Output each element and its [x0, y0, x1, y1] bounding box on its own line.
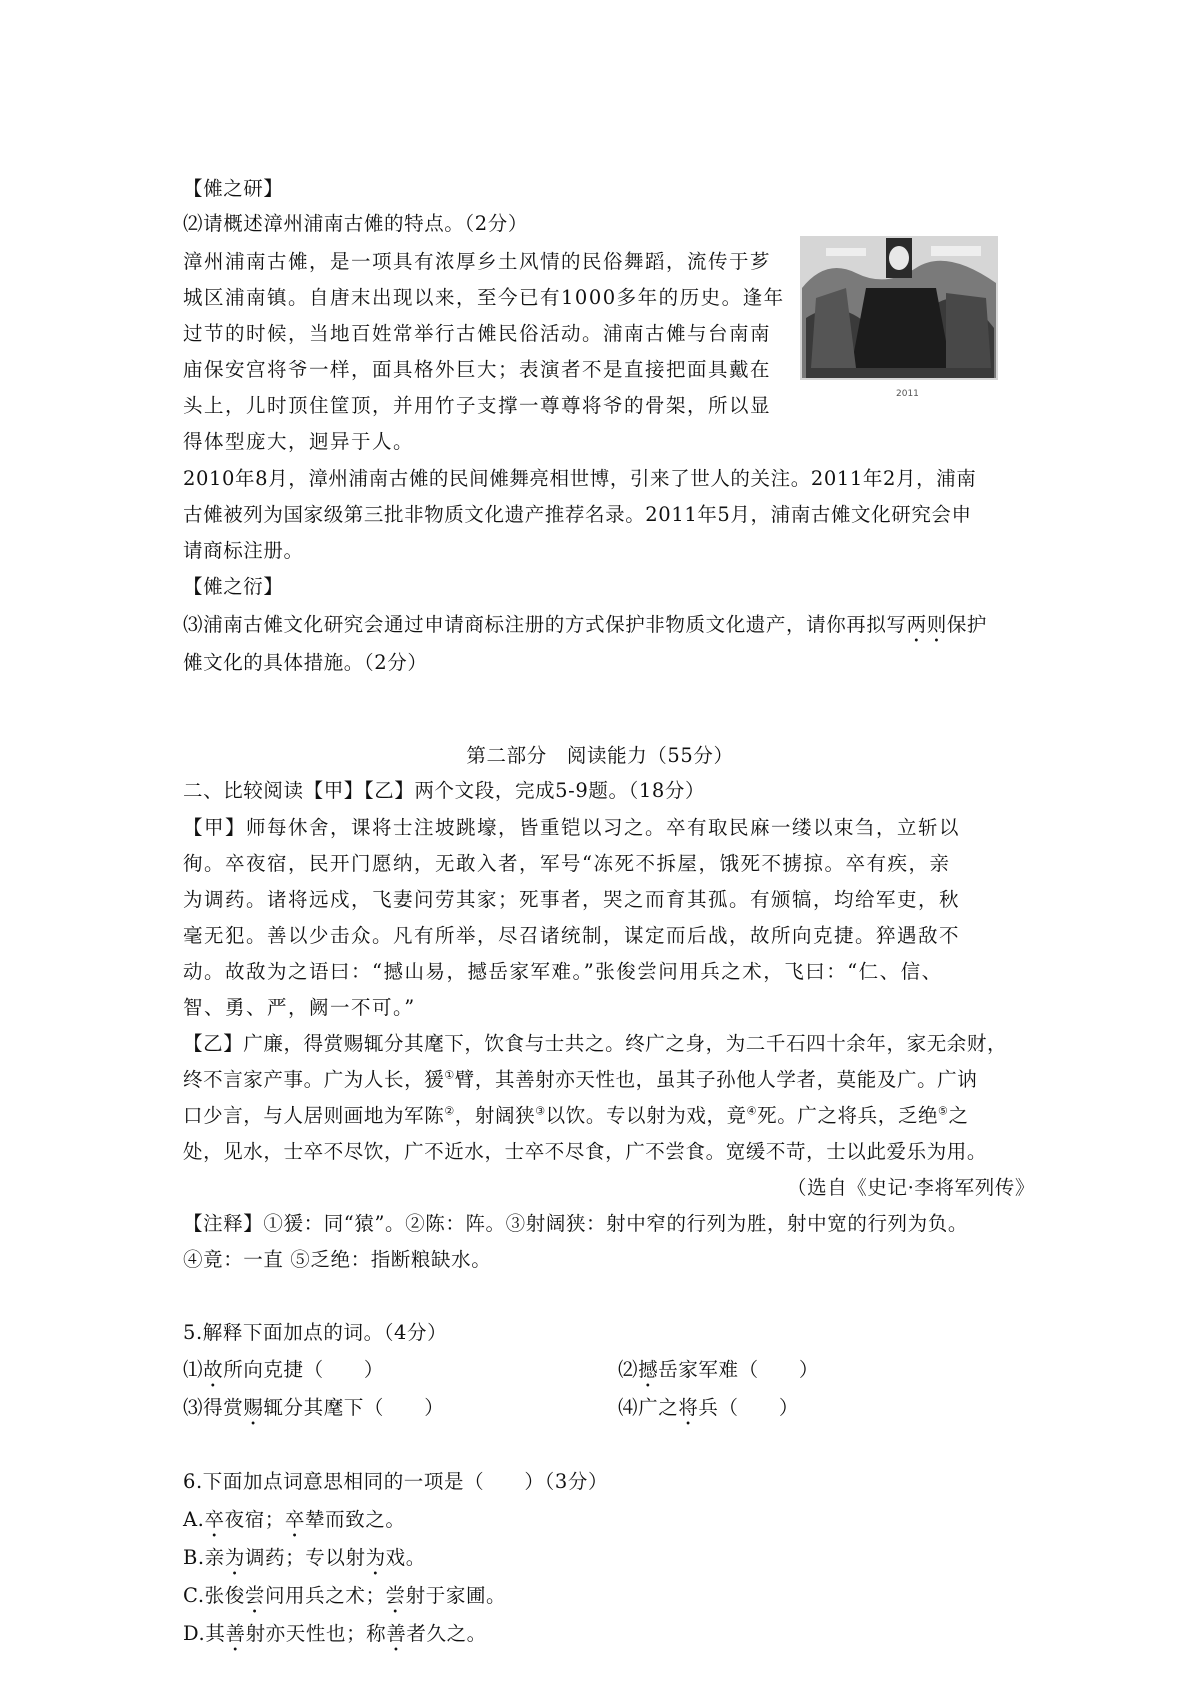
q3-text-post: 保护: [946, 613, 988, 636]
q6-b-mid: 调药；专以射: [244, 1546, 366, 1569]
q6-d-mid: 射亦天性也；称: [245, 1622, 387, 1645]
q6-c-mid: 问用兵之术；: [264, 1584, 386, 1607]
jia-line-6: 智、勇、严，阙一不可。”: [183, 996, 416, 1019]
q3-emph-word: 两则: [906, 613, 947, 636]
question-3-line-1: [183, 613, 987, 647]
jia-line-1: 【甲】师每休舍，课将士注坡跳壕，皆重铠以习之。卒有取民麻一缕以束刍，立斩以: [183, 816, 961, 839]
q3-text-pre: ⑶浦南古傩文化研究会通过申请商标注册的方式保护非物质文化遗产，请你再拟写: [183, 613, 907, 636]
question-2: ⑵请概述漳州浦南古傩的特点。（2分）: [183, 212, 528, 235]
yi-line-2: [183, 1068, 977, 1092]
para-line-6: 得体型庞大，迥异于人。: [183, 430, 415, 453]
notes-line-2: ④竟：一直 ⑤乏绝：指断粮缺水。: [183, 1248, 492, 1271]
yi-l2-a: 终不言家产事。广为人长，: [183, 1068, 425, 1091]
q5-item-2: [618, 1358, 819, 1392]
q6-d-pre: D.其: [183, 1622, 226, 1645]
q6-b-post: 戏。: [385, 1546, 426, 1569]
yi-source: （选自《史记·李将军列传》: [787, 1176, 1035, 1199]
para-line-2: 城区浦南镇。自唐末出现以来，至今已有1000多年的历史。逢年: [183, 286, 785, 309]
para-line-4: 庙保安宫将爷一样，面具格外巨大；表演者不是直接把面具戴在: [183, 358, 772, 381]
question-6-title: 6.下面加点词意思相同的一项是（ ）（3分）: [183, 1470, 609, 1493]
photo-illustration: [796, 228, 1002, 400]
q5-item-3: [183, 1396, 444, 1430]
q6-a-pre: A.: [183, 1508, 205, 1531]
q6-b-emph-2: 为: [365, 1546, 386, 1569]
yi-l2-ape: 猨: [424, 1068, 445, 1091]
q6-d-emph-1: 善: [225, 1622, 246, 1645]
q6-option-b: [183, 1546, 426, 1580]
note-ref-4: ④: [746, 1104, 758, 1118]
q6-c-emph-2: 尝: [385, 1584, 406, 1607]
q5-1-pre: ⑴: [183, 1358, 204, 1381]
question-5-title: 5.解释下面加点的词。（4分）: [183, 1321, 448, 1344]
q6-a-emph-1: 卒: [204, 1508, 225, 1531]
yi-line-4: 处，见水，士卒不尽饮，广不近水，士卒不尽食，广不尝食。宽缓不苛，士以此爱乐为用。: [183, 1140, 988, 1163]
q6-option-a: [183, 1508, 406, 1542]
para-line-5: 头上，儿时顶住筐顶，并用竹子支撑一尊尊将爷的骨架，所以显: [183, 394, 772, 417]
note-ref-1: ①: [444, 1068, 455, 1082]
q6-c-emph-1: 尝: [244, 1584, 265, 1607]
jia-line-5: 动。故敌为之语曰：“撼山易，撼岳家军难。”张俊尝问用兵之术，飞曰：“仁、信、: [183, 960, 943, 983]
q5-3-pre: ⑶得赏: [183, 1396, 244, 1419]
q6-b-pre: B.亲: [183, 1546, 225, 1569]
notes-line-1: 【注释】①猨：同“猿”。②陈：阵。③射阔狭：射中窄的行列为胜，射中宽的行列为负。: [183, 1212, 968, 1235]
para2-line-2: 古傩被列为国家级第三批非物质文化遗产推荐名录。2011年5月，浦南古傩文化研究会申: [183, 503, 972, 526]
q6-a-emph-2: 卒: [284, 1508, 306, 1531]
para2-line-3: 请商标注册。: [183, 539, 304, 562]
jia-line-4: 毫无犯。善以少击众。凡有所举，尽召诸统制，谋定而后战，故所向克捷。猝遇敌不: [183, 924, 961, 947]
heading-nuo-extend: 【傩之衍】: [183, 575, 284, 598]
para2-line-1: 2010年8月，漳州浦南古傩的民间傩舞亮相世博，引来了世人的关注。2011年2月，浦南: [183, 467, 977, 490]
q5-2-emph: 撼: [638, 1358, 659, 1381]
q5-4-post: 兵（ ）: [698, 1396, 799, 1419]
para-line-3: 过节的时候，当地百姓常举行古傩民俗活动。浦南古傩与台南南: [183, 322, 772, 345]
q6-a-mid: 夜宿；: [224, 1508, 285, 1531]
part2-instruction: 二、比较阅读【甲】【乙】两个文段，完成5-9题。（18分）: [183, 779, 706, 802]
yi-l2-b: 臂，其善射亦天性也，虽其子孙他人学者，莫能及广。广讷: [454, 1068, 978, 1091]
note-ref-2: ②: [444, 1104, 455, 1118]
yi-l3-d: 死。广之将兵，乏绝: [757, 1104, 939, 1127]
yi-line-3: [183, 1104, 969, 1128]
part2-title: 第二部分 阅读能力（55分）: [466, 744, 734, 767]
q5-2-post: 岳家军难（ ）: [658, 1358, 820, 1381]
q5-4-pre: ⑷广之: [618, 1396, 679, 1419]
q6-c-pre: C.张俊: [183, 1584, 245, 1607]
q5-2-pre: ⑵: [618, 1358, 639, 1381]
jia-line-3: 为调药。诸将远戍，飞妻问劳其家；死事者，哭之而育其孤。有颁犒，均给军吏，秋: [183, 888, 961, 911]
q6-option-c: [183, 1584, 506, 1618]
question-3-line-2: 傩文化的具体措施。（2分）: [183, 651, 428, 674]
jia-line-2: 徇。卒夜宿，民开门愿纳，无敢入者，军号“冻死不拆屋，饿死不掳掠。卒有疾，亲: [183, 852, 951, 875]
yi-l3-e: 之: [948, 1104, 969, 1127]
q6-a-post: 辇而致之。: [305, 1508, 406, 1531]
q5-1-emph: 故: [203, 1358, 224, 1381]
q6-d-post: 者久之。: [406, 1622, 487, 1645]
q5-item-4: [618, 1396, 799, 1430]
note-ref-3: ③: [535, 1104, 546, 1118]
q5-4-emph: 将: [678, 1396, 699, 1419]
yi-line-1: 【乙】广廉，得赏赐辄分其麾下，饮食与士共之。终广之身，为二千石四十余年，家无余财，: [183, 1032, 1008, 1055]
yi-l3-a: 口少言，与人居则画地为军陈: [183, 1104, 445, 1127]
photo-caption: 2011: [896, 389, 919, 399]
q5-1-post: 所向克捷（ ）: [223, 1358, 385, 1381]
q5-3-emph: 赐: [243, 1396, 264, 1419]
q6-d-emph-2: 善: [386, 1622, 407, 1645]
q5-item-1: [183, 1358, 384, 1392]
yi-l3-b: ，射阔狭: [454, 1104, 536, 1127]
para-line-1: 漳州浦南古傩，是一项具有浓厚乡土风情的民俗舞蹈，流传于芗: [183, 250, 772, 273]
note-ref-5: ⑤: [938, 1104, 949, 1118]
q6-option-d: [183, 1622, 487, 1656]
q5-3-post: 辄分其麾下（ ）: [263, 1396, 445, 1419]
q6-c-post: 射于家圃。: [405, 1584, 507, 1607]
nuo-performance-photo: [796, 228, 1002, 400]
q6-b-emph-1: 为: [224, 1546, 245, 1569]
heading-nuo-research: 【傩之研】: [183, 177, 284, 200]
yi-l3-c: 以饮。专以射为戏，竟: [545, 1104, 747, 1127]
